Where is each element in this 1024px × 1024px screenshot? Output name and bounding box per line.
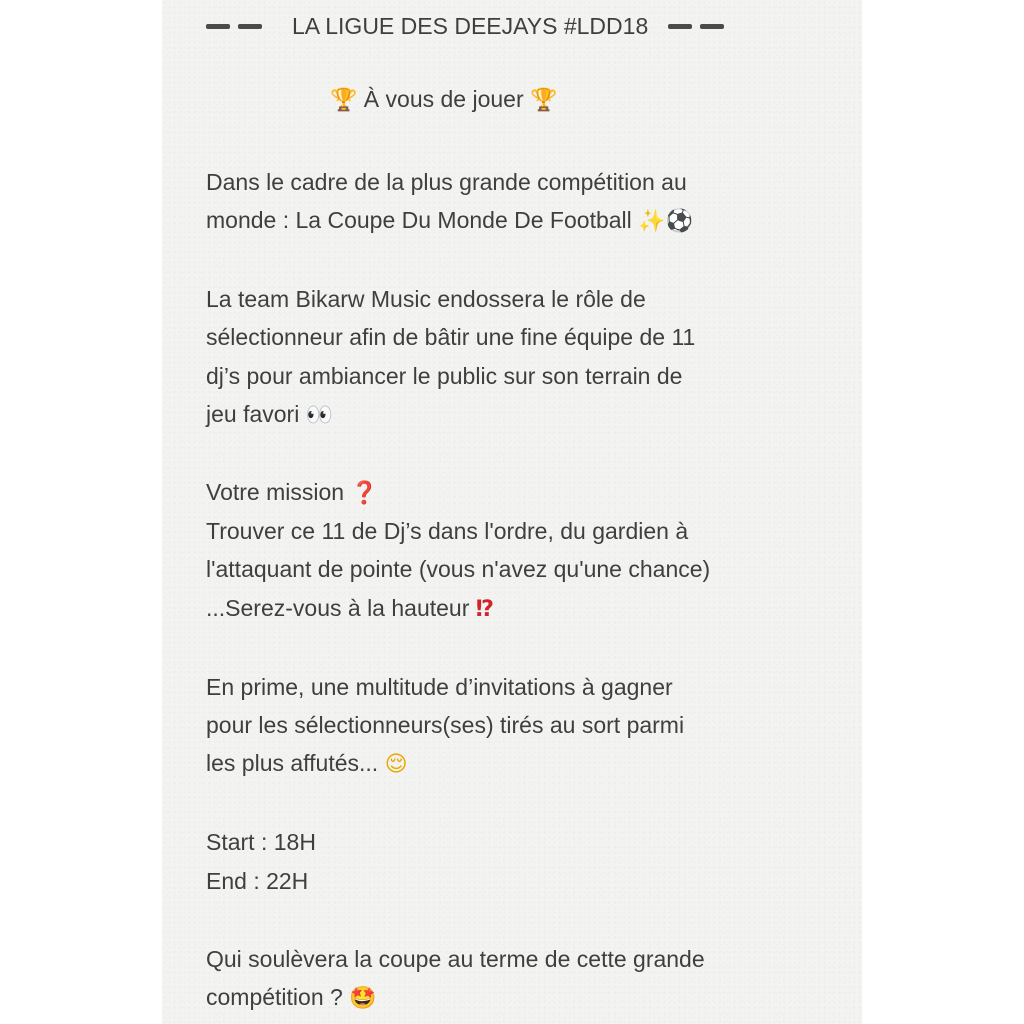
prime-line-2: pour les sélectionneurs(ses) tirés au sort parmi bbox=[206, 712, 685, 738]
mission-line-3 bbox=[206, 595, 826, 622]
mission-title-text: Votre mission bbox=[206, 479, 351, 505]
eyes-icon: 👀 bbox=[305, 403, 334, 428]
dash-decoration bbox=[668, 24, 692, 29]
title-row bbox=[206, 10, 724, 42]
trophy-icon: 🏆 bbox=[530, 88, 558, 113]
mission-line-3-text: ...Serez-vous à la hauteur bbox=[206, 595, 476, 621]
mission-title bbox=[206, 479, 826, 506]
dash-decoration bbox=[238, 24, 262, 29]
exclamation-question-mark-icon: ⁉ bbox=[475, 597, 494, 622]
page-title: LA LIGUE DES DEEJAYS #LDD18 bbox=[292, 12, 649, 39]
team-line-2: sélectionneur afin de bâtir une fine équipe de 11 bbox=[206, 324, 696, 350]
mission-line-2: l'attaquant de pointe (vous n'avez qu'une chance) bbox=[206, 556, 711, 582]
star-struck-face-icon: 🤩 bbox=[349, 986, 377, 1011]
intro-line-2 bbox=[206, 207, 826, 234]
dash-decoration bbox=[700, 24, 724, 29]
red-question-mark-icon: ❓ bbox=[350, 481, 378, 506]
closing-line-2-text: compétition ? bbox=[206, 984, 350, 1010]
soccer-ball-icon: ⚽ bbox=[665, 209, 693, 234]
prime-line-3 bbox=[206, 750, 826, 777]
prime-line-3-text: les plus affutés... bbox=[206, 750, 385, 776]
team-line-4 bbox=[206, 401, 826, 428]
trophy-icon: 🏆 bbox=[330, 88, 358, 113]
intro-line-2-text: monde : La Coupe Du Monde De Football bbox=[206, 207, 639, 233]
start-time: Start : 18H bbox=[206, 829, 316, 855]
closing-line-1: Qui soulèvera la coupe au terme de cette grande bbox=[206, 946, 705, 972]
closing-line-2 bbox=[206, 984, 826, 1011]
subtitle: À vous de jouer bbox=[357, 86, 531, 112]
subtitle-row bbox=[330, 86, 950, 113]
team-line-1: La team Bikarw Music endossera le rôle de bbox=[206, 286, 646, 312]
relieved-face-icon: 😌 bbox=[384, 752, 408, 777]
team-line-4-text: jeu favori bbox=[206, 401, 306, 427]
intro-line-1: Dans le cadre de la plus grande compétition au bbox=[206, 169, 687, 195]
prime-line-1: En prime, une multitude d’invitations à gagner bbox=[206, 674, 673, 700]
team-line-3: dj’s pour ambiancer le public sur son terrain de bbox=[206, 363, 683, 389]
dash-decoration bbox=[206, 24, 230, 29]
sparkles-icon: ✨ bbox=[638, 209, 666, 234]
mission-line-1: Trouver ce 11 de Dj’s dans l'ordre, du gardien à bbox=[206, 518, 689, 544]
end-time: End : 22H bbox=[206, 868, 309, 894]
